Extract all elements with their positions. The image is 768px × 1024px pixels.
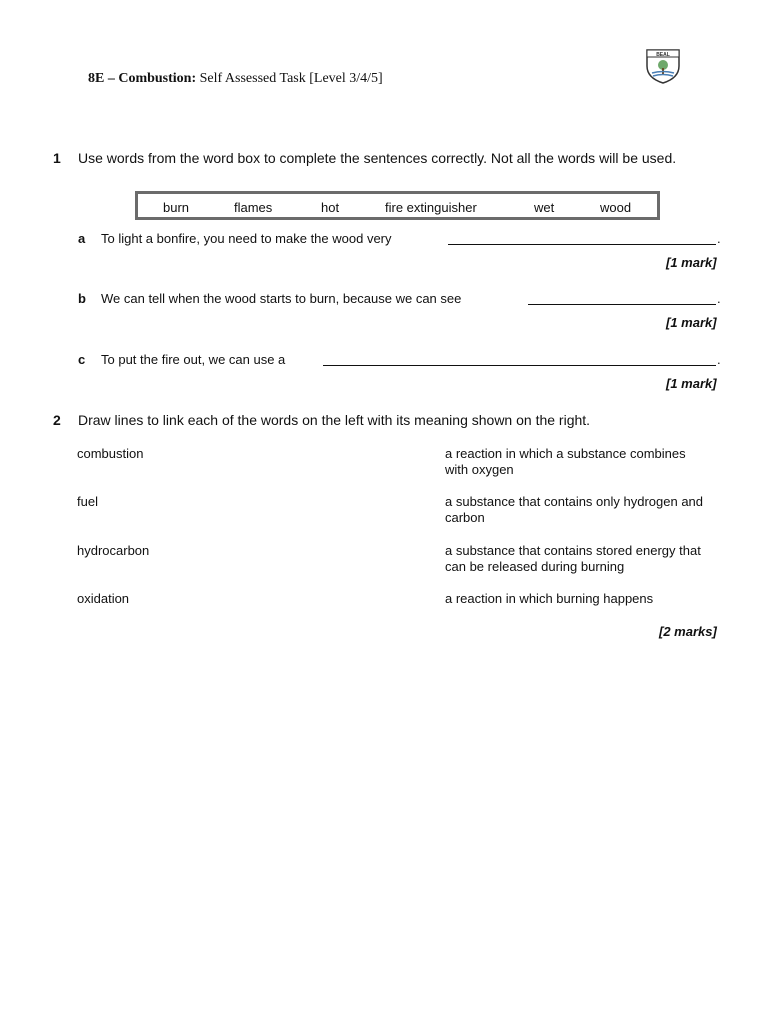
part-b-label: b bbox=[78, 291, 86, 306]
word-box-item: flames bbox=[234, 200, 273, 215]
word-box-item: hot bbox=[321, 200, 340, 215]
part-b-answer-blank[interactable] bbox=[528, 304, 716, 305]
part-a-text: To light a bonfire, you need to make the wood very bbox=[101, 231, 392, 246]
part-b-mark: [1 mark] bbox=[666, 315, 717, 330]
page-subtitle: Self Assessed Task [Level 3/4/5] bbox=[199, 71, 383, 86]
school-crest-logo bbox=[643, 42, 683, 84]
question-2-text: Draw lines to link each of the words on the left with its meaning shown on the right. bbox=[78, 412, 591, 428]
term-oxidation[interactable]: oxidation bbox=[77, 591, 130, 606]
definition-2[interactable]: a substance that contains only hydrogen and carbon bbox=[445, 494, 704, 525]
word-box-item: wet bbox=[534, 200, 555, 215]
part-a-label: a bbox=[78, 231, 86, 246]
term-hydrocarbon[interactable]: hydrocarbon bbox=[77, 543, 150, 558]
part-b-text: We can tell when the wood starts to burn, because we can see bbox=[101, 291, 462, 306]
term-combustion[interactable]: combustion bbox=[77, 446, 144, 461]
part-a-answer-blank[interactable] bbox=[448, 244, 716, 245]
definition-3[interactable]: a substance that contains stored energy that can be released during burning bbox=[445, 543, 701, 574]
term-fuel[interactable]: fuel bbox=[77, 494, 98, 509]
word-box-item: fire extinguisher bbox=[385, 200, 477, 215]
part-c-text: To put the fire out, we can use a bbox=[101, 352, 286, 367]
definition-4[interactable]: a reaction in which burning happens bbox=[445, 591, 654, 606]
question-2-mark: [2 marks] bbox=[659, 624, 717, 639]
definition-1[interactable]: a reaction in which a substance combines with oxygen bbox=[445, 446, 686, 477]
word-box-item: burn bbox=[163, 200, 190, 215]
question-1-number: 1 bbox=[53, 150, 61, 166]
part-a-mark: [1 mark] bbox=[666, 255, 717, 270]
page-title-code: 8E – Combustion: bbox=[88, 71, 197, 86]
question-2-number: 2 bbox=[53, 412, 61, 428]
logo-text: BEAL bbox=[656, 52, 670, 58]
page-title bbox=[88, 71, 383, 87]
part-c-answer-blank[interactable] bbox=[323, 365, 716, 366]
part-c-label: c bbox=[78, 352, 86, 367]
word-box-item: wood bbox=[600, 200, 632, 215]
word-box bbox=[135, 191, 660, 220]
part-c-mark: [1 mark] bbox=[666, 376, 717, 391]
question-1-text: Use words from the word box to complete the sentences correctly. Not all the words will be used. bbox=[78, 150, 677, 166]
